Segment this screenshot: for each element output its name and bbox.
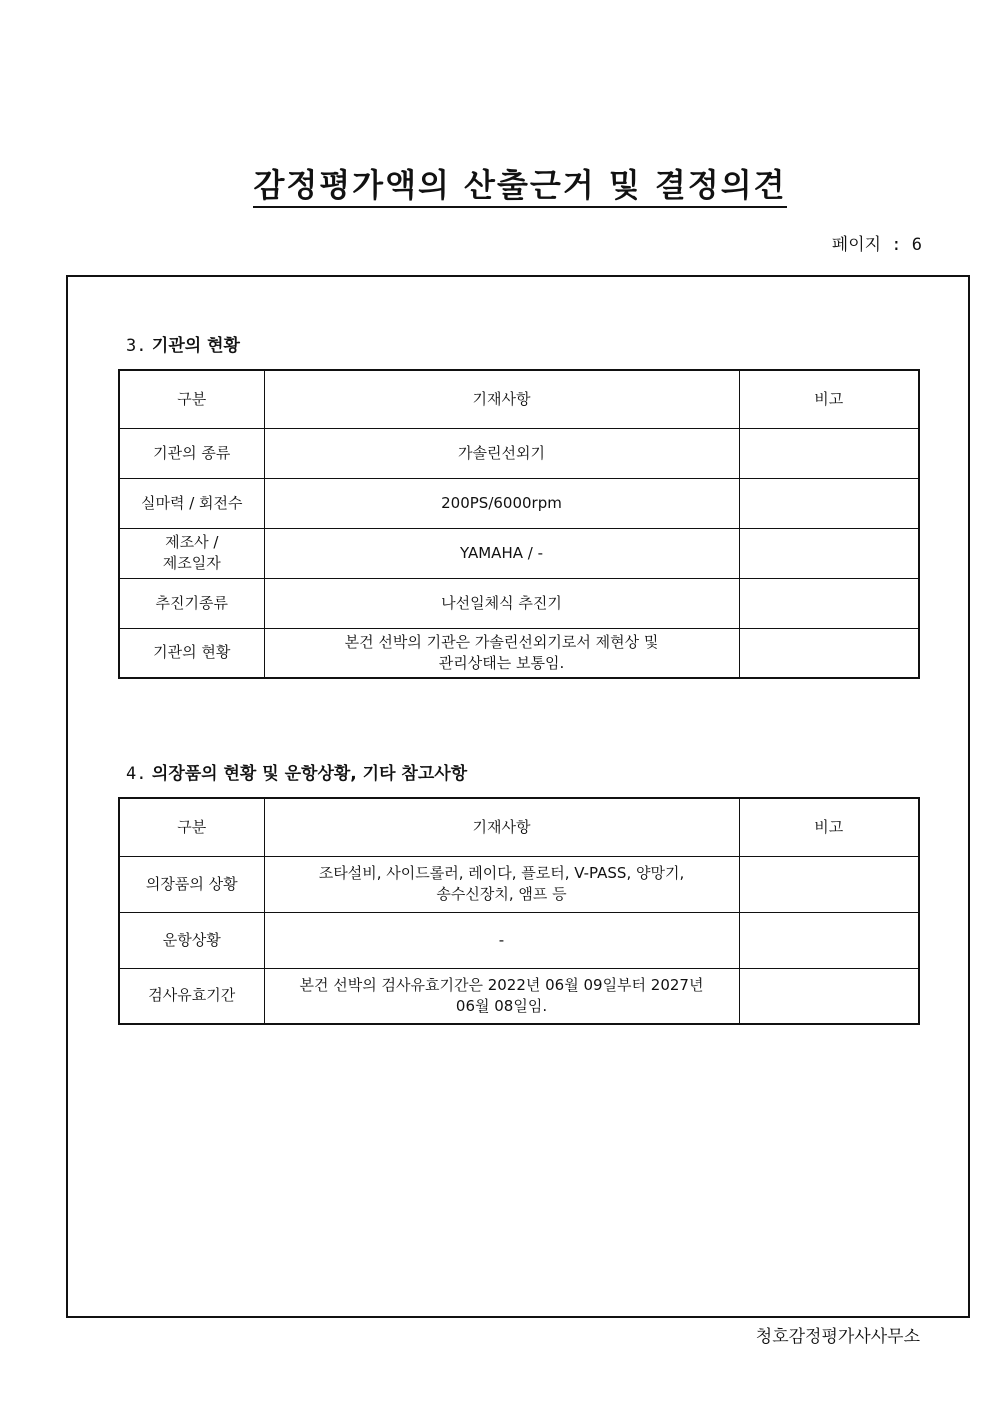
engine-status-table [118, 369, 920, 679]
row-note [739, 628, 919, 678]
row-value-line2: 관리상태는 보통임. [438, 653, 565, 672]
row-label: 기관의 현황 [119, 628, 264, 678]
row-label: 기관의 종류 [119, 428, 264, 478]
row-note [739, 578, 919, 628]
row-label: 검사유효기간 [119, 968, 264, 1024]
section4-title: 의장품의 현황 및 운항상황, 기타 참고사항 [151, 764, 468, 784]
document-title-text: 감정평가액의 산출근거 및 결정의견 [253, 166, 786, 208]
row-value-line1: 본건 선박의 검사유효기간은 2022년 06월 09일부터 2027년 [299, 975, 704, 994]
row-value: 가솔린선외기 [264, 428, 739, 478]
row-value-line2: 06월 08일임. [455, 996, 548, 1015]
row-label: 실마력 / 회전수 [119, 478, 264, 528]
row-value-line1: 본건 선박의 기관은 가솔린선외기로서 제현상 및 [344, 632, 659, 651]
row-note [739, 856, 919, 912]
row-value: 나선일체식 추진기 [264, 578, 739, 628]
row-value [264, 628, 739, 678]
row-label: 의장품의 상황 [119, 856, 264, 912]
section3-number: 3. [126, 336, 147, 356]
table-row [119, 478, 919, 528]
header-details: 기재사항 [264, 370, 739, 428]
row-value: - [264, 912, 739, 968]
table-row [119, 856, 919, 912]
section3-heading [126, 331, 240, 356]
table-row [119, 912, 919, 968]
page-number: 페이지 : 6 [831, 235, 922, 255]
header-remarks: 비고 [739, 798, 919, 856]
header-remarks: 비고 [739, 370, 919, 428]
row-value-line2: 송수신장치, 앰프 등 [436, 885, 567, 903]
row-value [264, 968, 739, 1024]
table-header-row [119, 370, 919, 428]
header-category: 구분 [119, 798, 264, 856]
row-note [739, 478, 919, 528]
table-row [119, 578, 919, 628]
section3-title: 기관의 현황 [151, 336, 240, 356]
document-title [0, 160, 1000, 206]
row-value [264, 856, 739, 912]
row-label: 운항상황 [119, 912, 264, 968]
table-row [119, 628, 919, 678]
table-header-row [119, 798, 919, 856]
section4-number: 4. [126, 764, 147, 784]
row-value: YAMAHA / - [264, 528, 739, 578]
header-details: 기재사항 [264, 798, 739, 856]
table-row [119, 428, 919, 478]
table-row [119, 528, 919, 578]
row-value: 200PS/6000rpm [264, 478, 739, 528]
equipment-status-table [118, 797, 920, 1025]
row-label [119, 528, 264, 578]
row-note [739, 428, 919, 478]
section4-heading [126, 759, 467, 784]
row-label: 추진기종류 [119, 578, 264, 628]
row-value-line1: 조타설비, 사이드롤러, 레이다, 플로터, V-PASS, 양망기, [318, 864, 685, 882]
row-label-line1: 제조사 / [165, 533, 219, 551]
office-name-footer: 청호감정평가사사무소 [755, 1327, 920, 1347]
row-label-line2: 제조일자 [162, 554, 221, 572]
header-category: 구분 [119, 370, 264, 428]
row-note [739, 912, 919, 968]
table-row [119, 968, 919, 1024]
row-note [739, 528, 919, 578]
row-note [739, 968, 919, 1024]
